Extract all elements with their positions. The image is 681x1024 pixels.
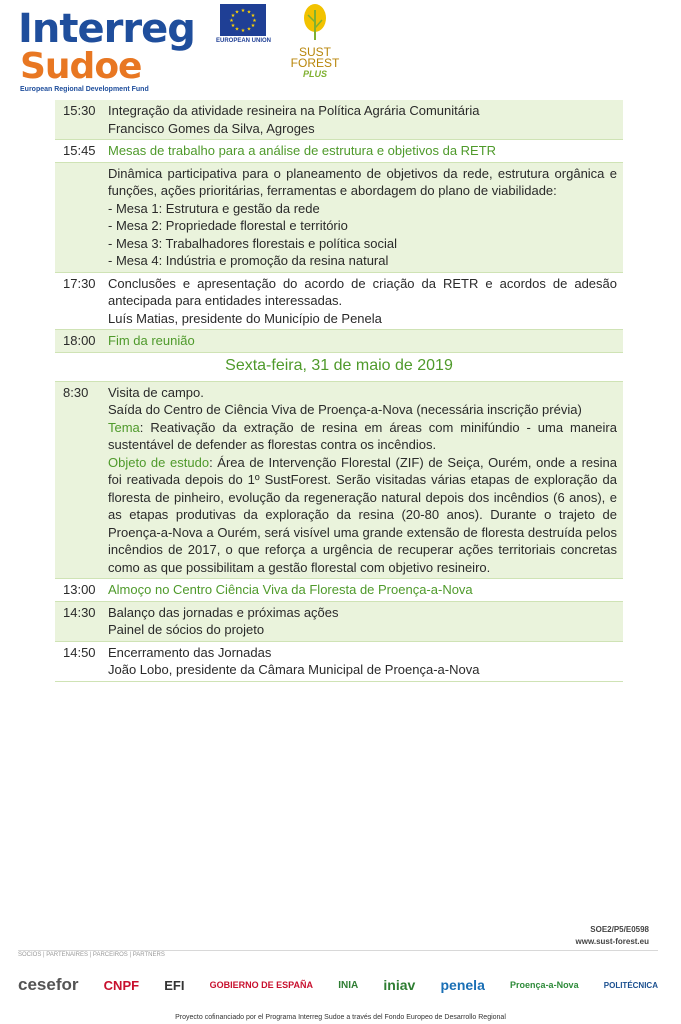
partner-logo: Proença-a-Nova bbox=[510, 980, 579, 990]
day-heading: Sexta-feira, 31 de maio de 2019 bbox=[55, 353, 623, 382]
session-details bbox=[108, 140, 623, 162]
session-line bbox=[108, 310, 617, 328]
svg-text:★: ★ bbox=[240, 8, 246, 14]
session-details bbox=[108, 382, 623, 579]
session-text: Encerramento das Jornadas bbox=[108, 644, 272, 660]
website-link[interactable]: www.sust-forest.eu bbox=[575, 937, 649, 946]
sust-line1: SUST bbox=[298, 45, 331, 59]
session-line bbox=[108, 252, 617, 270]
schedule-row bbox=[55, 330, 623, 353]
session-details bbox=[108, 273, 623, 330]
session-details bbox=[108, 100, 623, 139]
partner-logo: cesefor bbox=[18, 975, 79, 994]
svg-text:★: ★ bbox=[252, 18, 257, 24]
session-text: Dinâmica participativa para o planeamento de objetivos da rede, estrutura orgânica e funções, ações prioritárias, ferramentas e abordagem do plano de viabilidade: bbox=[108, 165, 617, 198]
svg-text:★: ★ bbox=[246, 9, 252, 16]
schedule-row bbox=[55, 163, 623, 273]
session-line bbox=[108, 454, 617, 577]
session-details bbox=[108, 642, 623, 681]
eu-label: EUROPEAN UNION bbox=[216, 38, 272, 44]
partner-logo: CNPF bbox=[103, 977, 140, 993]
session-text: João Lobo, presidente da Câmara Municipal de Proença-a-Nova bbox=[108, 662, 480, 677]
svg-text:★: ★ bbox=[230, 13, 236, 19]
session-text: Integração da atividade resineira na Política Agrária Comunitária bbox=[108, 103, 480, 118]
session-time: 14:30 bbox=[63, 604, 96, 620]
schedule-block-day2 bbox=[55, 382, 623, 682]
session-time: 13:00 bbox=[63, 582, 96, 597]
session-line bbox=[108, 142, 617, 160]
session-text: Almoço no Centro Ciência Viva da Floresta de Proença-a-Nova bbox=[108, 582, 473, 597]
partner-logos bbox=[18, 962, 658, 1008]
partner-logo: penela bbox=[440, 977, 485, 993]
session-time: 8:30 bbox=[63, 384, 89, 400]
session-label: Tema bbox=[108, 419, 140, 435]
sust-line2: FOREST bbox=[290, 56, 340, 70]
session-line bbox=[108, 217, 617, 235]
schedule-row bbox=[55, 579, 623, 602]
session-text: Luís Matias, presidente do Município de Penela bbox=[108, 310, 382, 326]
svg-text:★: ★ bbox=[234, 9, 240, 16]
svg-text:★: ★ bbox=[230, 23, 236, 29]
partner-logo: INIA bbox=[338, 979, 359, 991]
session-text: - Mesa 3: Trabalhadores florestais e política social bbox=[108, 235, 398, 251]
session-line bbox=[108, 102, 617, 120]
session-text: - Mesa 4: Indústria e promoção da resina natural bbox=[108, 253, 389, 268]
schedule-row bbox=[55, 642, 623, 682]
tree-icon bbox=[298, 2, 332, 42]
session-line bbox=[108, 275, 617, 310]
session-text: - Mesa 1: Estrutura e gestão da rede bbox=[108, 200, 320, 216]
interreg-subtitle: European Regional Development Fund bbox=[20, 86, 149, 93]
session-details bbox=[108, 330, 623, 352]
session-text: Francisco Gomes da Silva, Agroges bbox=[108, 120, 315, 136]
svg-text:★: ★ bbox=[250, 23, 256, 29]
session-time: 18:00 bbox=[63, 333, 96, 348]
session-text: Balanço das jornadas e próximas ações bbox=[108, 604, 339, 620]
session-text: Mesas de trabalho para a análise de estrutura e objetivos da RETR bbox=[108, 143, 497, 158]
session-line bbox=[108, 384, 617, 402]
sudoe-logo-text: Sudoe bbox=[20, 46, 142, 87]
project-code: SOE2/P5/E0598 bbox=[590, 925, 649, 934]
session-text: : Reativação da extração de resina em áreas com minifúndio - uma maneira sustentável de defender as florestas contra os incêndios. bbox=[108, 419, 617, 452]
divider bbox=[18, 950, 658, 951]
session-line bbox=[108, 644, 617, 662]
eu-flag-icon bbox=[220, 4, 266, 36]
schedule-row bbox=[55, 100, 623, 140]
session-details bbox=[108, 602, 623, 641]
schedule-row bbox=[55, 273, 623, 331]
svg-text:★: ★ bbox=[240, 28, 246, 34]
page-header bbox=[0, 0, 681, 100]
session-text: : Área de Intervenção Florestal (ZIF) de Seiça, Ourém, onde a resina foi reativada depois do 1º SustForest. Serão visitadas várias etapas de exploração da floresta de pinheiro, evolução da regeneração natural depois dos incêndios (6 anos), e as etapas produtivas da exploração da resina (20-80 anos). Durante o trajeto de Proença-a-Nova a Ourém, será visível uma grande extensão de floresta destruída pelos incêndios de 2017, o que reforça a urgência de recuperar ações territoriais concretas como as que possibilitam a gestão florestal com objetivo resineiro. bbox=[108, 454, 617, 575]
session-line bbox=[108, 419, 617, 454]
partner-logo: EFI bbox=[164, 977, 185, 993]
schedule-block-day1 bbox=[55, 100, 623, 353]
session-time: 17:30 bbox=[63, 275, 96, 291]
session-label: Objeto de estudo bbox=[108, 454, 210, 470]
session-line bbox=[108, 235, 617, 253]
session-line bbox=[108, 661, 617, 679]
session-line bbox=[108, 200, 617, 218]
svg-text:★: ★ bbox=[250, 13, 256, 19]
session-line bbox=[108, 401, 617, 419]
project-reference bbox=[576, 924, 650, 948]
partners-label: SOCIOS | PARTENAIRES | PARCEIROS | PARTNERS bbox=[18, 952, 165, 958]
session-text: Visita de campo. bbox=[108, 384, 204, 400]
session-line bbox=[108, 165, 617, 200]
session-line bbox=[108, 621, 617, 639]
session-line bbox=[108, 332, 617, 350]
session-text: Saída do Centro de Ciência Viva de Proença-a-Nova (necessária inscrição prévia) bbox=[108, 402, 582, 417]
session-line bbox=[108, 581, 617, 599]
schedule-row bbox=[55, 140, 623, 163]
partner-logo: iniav bbox=[383, 977, 416, 993]
sust-plus: PLUS bbox=[302, 69, 327, 79]
session-details bbox=[108, 163, 623, 272]
session-time: 14:50 bbox=[63, 644, 96, 660]
svg-text:★: ★ bbox=[234, 26, 240, 33]
session-time: 15:30 bbox=[63, 103, 96, 118]
cofinance-text: Proyecto cofinanciado por el Programa Interreg Sudoe a través del Fondo Europeo de Desarrollo Regional bbox=[175, 1014, 506, 1021]
svg-text:★: ★ bbox=[229, 18, 234, 24]
schedule-row bbox=[55, 602, 623, 642]
interreg-logo-text: Interreg bbox=[18, 6, 195, 52]
sustforest-logo bbox=[284, 2, 346, 86]
session-line bbox=[108, 604, 617, 622]
session-text: Conclusões e apresentação do acordo de criação da RETR e acordos de adesão antecipada para entidades interessadas. bbox=[108, 275, 617, 308]
partner-logo: GOBIERNO DE ESPAÑA bbox=[209, 980, 314, 990]
session-details bbox=[108, 579, 623, 601]
schedule-row bbox=[55, 382, 623, 580]
program-schedule bbox=[55, 100, 623, 682]
session-time: 15:45 bbox=[63, 143, 96, 158]
session-text: - Mesa 2: Propriedade florestal e território bbox=[108, 218, 348, 233]
partner-logo: POLITÉCNICA bbox=[603, 980, 658, 990]
session-text: Painel de sócios do projeto bbox=[108, 622, 265, 637]
session-text: Fim da reunião bbox=[108, 333, 195, 348]
svg-text:★: ★ bbox=[246, 26, 252, 33]
session-line bbox=[108, 120, 617, 138]
